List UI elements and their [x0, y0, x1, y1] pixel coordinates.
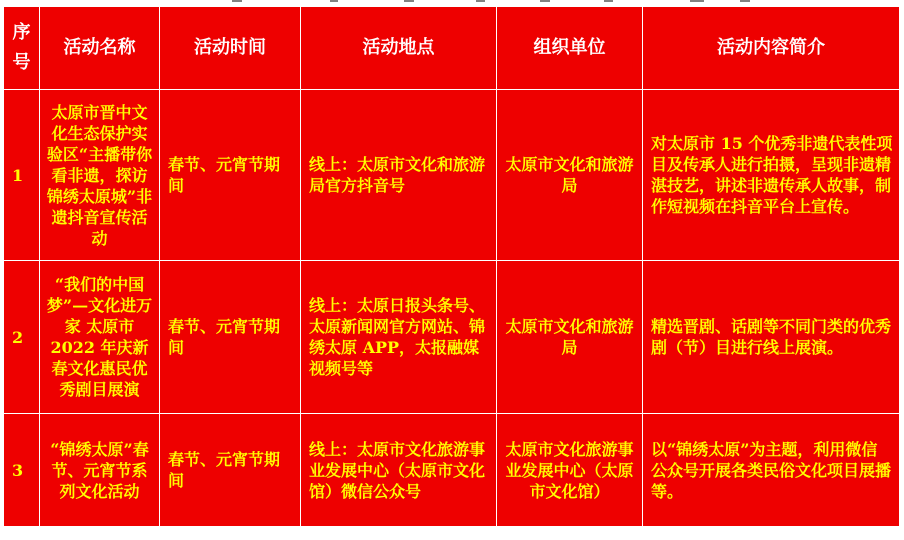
header-organizer: 组织单位 — [497, 7, 643, 90]
header-index: 序号 — [4, 7, 40, 90]
header-name: 活动名称 — [40, 7, 160, 90]
table-row — [4, 414, 900, 527]
activity-time: 春节、元宵节期间 — [160, 261, 301, 414]
activity-name: “我们的中国梦”—文化进万家 太原市 2022 年庆新春文化惠民优秀剧目展演 — [40, 261, 160, 414]
row-index: 3 — [4, 414, 40, 527]
activity-description: 精选晋剧、话剧等不同门类的优秀剧（节）目进行线上展演。 — [643, 261, 900, 414]
activity-description: 以“锦绣太原”为主题，利用微信公众号开展各类民俗文化项目展播等。 — [643, 414, 900, 527]
row-index: 2 — [4, 261, 40, 414]
activity-venue: 线上：太原市文化和旅游局官方抖音号 — [301, 90, 497, 261]
table-header-row — [4, 7, 900, 90]
activity-venue: 线上：太原市文化旅游事业发展中心（太原市文化馆）微信公众号 — [301, 414, 497, 527]
activities-table — [3, 6, 900, 527]
header-time: 活动时间 — [160, 7, 301, 90]
table-row — [4, 261, 900, 414]
activity-venue: 线上：太原日报头条号、太原新闻网官方网站、锦绣太原 APP，太报融媒视频号等 — [301, 261, 497, 414]
activity-organizer: 太原市文化旅游事业发展中心（太原市文化馆） — [497, 414, 643, 527]
activity-name: “锦绣太原”春节、元宵节系列文化活动 — [40, 414, 160, 527]
activity-name: 太原市晋中文化生态保护实验区“主播带你看非遗，探访锦绣太原城”非遗抖音宣传活动 — [40, 90, 160, 261]
activity-organizer: 太原市文化和旅游局 — [497, 261, 643, 414]
header-description: 活动内容简介 — [643, 7, 900, 90]
row-index: 1 — [4, 90, 40, 261]
table-row — [4, 90, 900, 261]
activity-organizer: 太原市文化和旅游局 — [497, 90, 643, 261]
header-venue: 活动地点 — [301, 7, 497, 90]
activity-time: 春节、元宵节期间 — [160, 414, 301, 527]
activity-time: 春节、元宵节期间 — [160, 90, 301, 261]
activity-description: 对太原市 15 个优秀非遗代表性项目及传承人进行拍摄，呈现非遗精湛技艺，讲述非遗传承人故事，制作短视频在抖音平台上宣传。 — [643, 90, 900, 261]
